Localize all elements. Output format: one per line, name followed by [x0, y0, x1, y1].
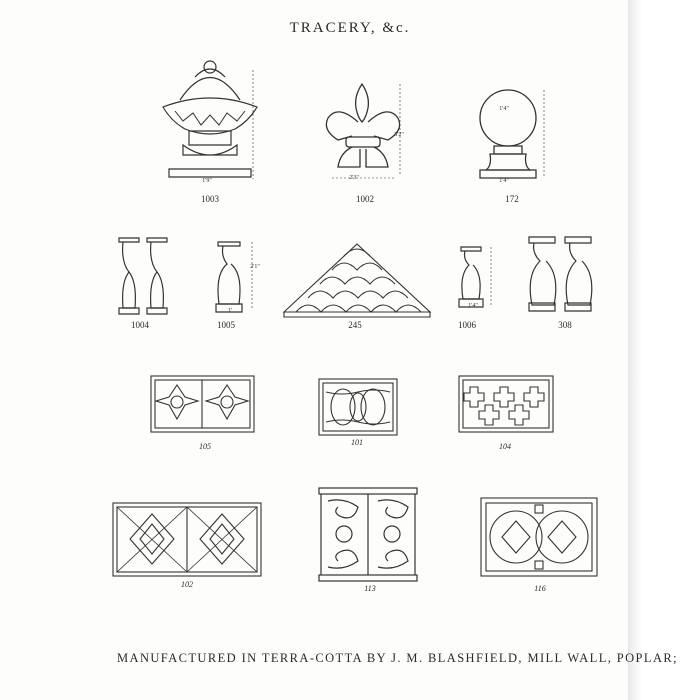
label-101: 101: [351, 438, 363, 447]
figure-105-star-tracery-panel: [150, 375, 255, 433]
label-102: 102: [181, 580, 193, 589]
label-105: 105: [199, 442, 211, 451]
dimension-1002-height: 3'2": [394, 132, 404, 138]
figure-104-cross-tracery-panel: [458, 375, 554, 433]
figure-102-geometric-tracery-panel: [112, 502, 262, 577]
page-footer: MANUFACTURED IN TERRA-COTTA BY J. M. BLASHFIELD, MILL WALL, POPLAR;: [117, 651, 678, 665]
figure-1003-finial-urn: [155, 55, 265, 190]
label-1003: 1003: [201, 194, 219, 204]
page-title: TRACERY, &c.: [289, 20, 411, 36]
label-245: 245: [348, 320, 362, 330]
label-1005: 1005: [217, 320, 235, 330]
label-172: 172: [505, 194, 519, 204]
label-1002: 1002: [356, 194, 374, 204]
figure-1005-baluster: [210, 240, 265, 320]
figure-172-ball-finial: [470, 88, 555, 188]
dimension-172-diameter: 1'4": [499, 106, 509, 112]
label-116: 116: [534, 584, 546, 593]
label-1006: 1006: [458, 320, 476, 330]
label-113: 113: [364, 584, 376, 593]
dimension-1003-width: 1'9": [202, 178, 212, 184]
figure-308-balusters: [525, 235, 600, 315]
label-1004: 1004: [131, 320, 149, 330]
figure-1004-balusters: [115, 236, 175, 316]
figure-116-circle-quatrefoil-panel: [480, 497, 598, 577]
label-104: 104: [499, 442, 511, 451]
figure-1006-baluster: [455, 245, 505, 315]
dimension-1002-width: 2'3": [349, 175, 359, 181]
figure-245-scale-tracery-pyramid: [282, 240, 432, 320]
page-edge-shadow: [628, 0, 700, 700]
dimension-1006-width: 1'4": [468, 303, 478, 309]
dimension-1005-width: 1': [227, 308, 233, 314]
label-308: 308: [558, 320, 572, 330]
dimension-1005-height: 2'1": [250, 264, 260, 270]
figure-1002-fleur-de-lis: [322, 82, 407, 182]
figure-113-scroll-tracery-panel: [318, 487, 418, 582]
dimension-172-width: 1'4": [499, 178, 509, 184]
figure-101-interlace-panel: [318, 378, 398, 436]
